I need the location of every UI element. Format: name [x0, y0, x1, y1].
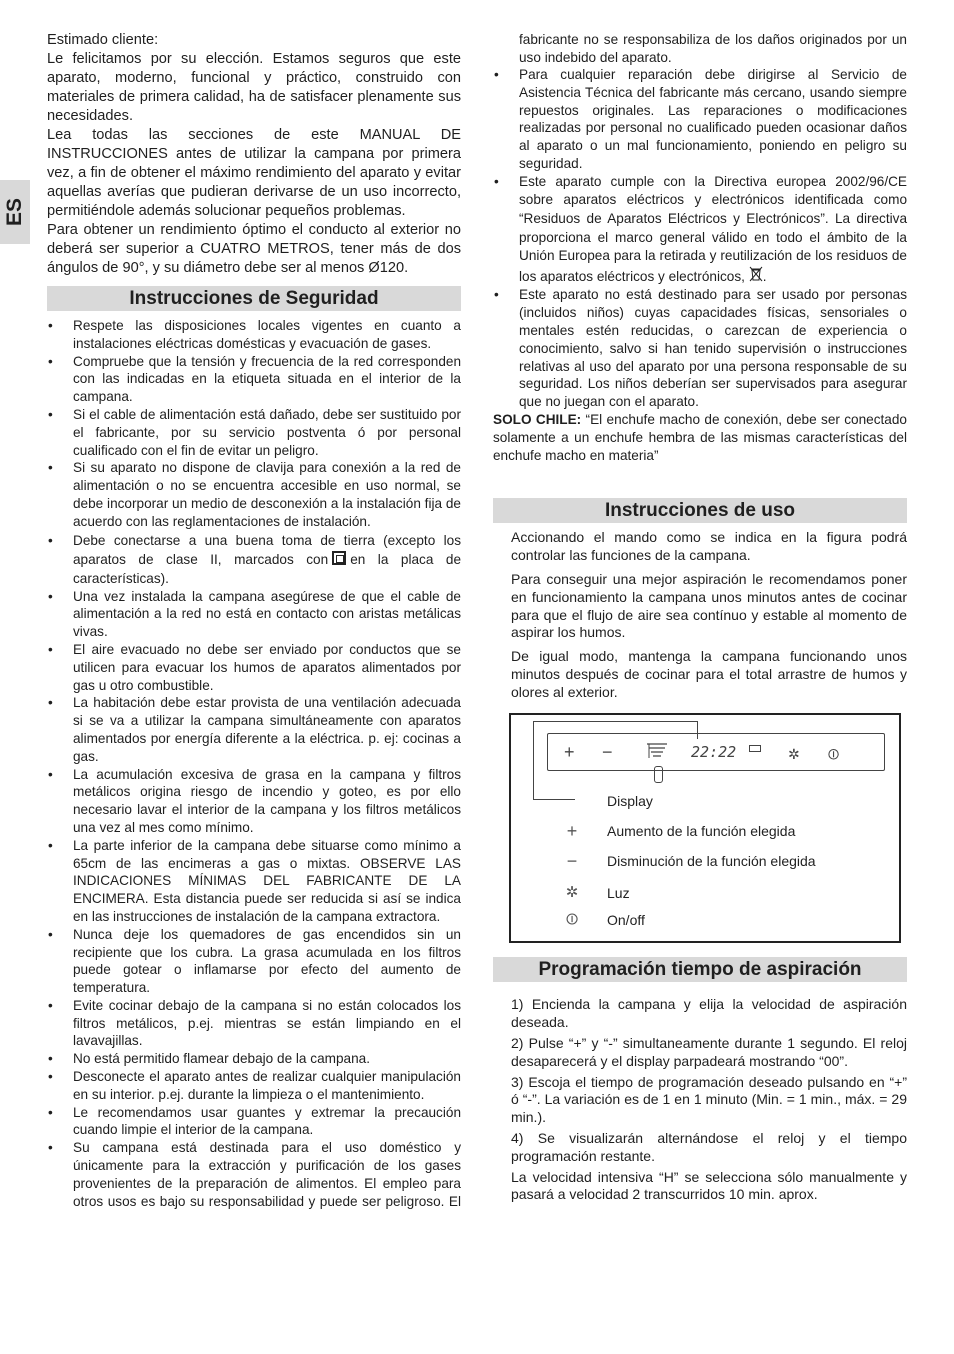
section-title-uso: Instrucciones de uso	[493, 498, 907, 523]
fan-speed-icon	[646, 742, 668, 760]
intro	[47, 31, 461, 278]
solo-chile-label: SOLO CHILE:	[493, 411, 582, 427]
control-panel-figure: + − 22:22 ✲ ⏼ Display + Aumento de la función elegida − Disminución de la función elegida ✲ Luz ⏼ On/off	[509, 713, 901, 943]
filter-icon	[654, 766, 663, 783]
list-item: • Este aparato no está destinado para ser usado por personas (incluidos niños) cuyas capacidades físicas, sensoriales o mentales estén reducidas, o carezcan de experiencia o conocimiento, salvo si han tenido supervisión o instrucciones relativas al uso del aparato por una persona responsable de su seguridad. Los niños deberían ser supervisados para asegurar que no juegan con el aparato.	[494, 287, 907, 410]
intro-paragraph: Para obtener un rendimiento óptimo el conducto al exterior no deberá ser superior a CUATRO METROS, tener más de dos ángulos de 90°, y su diámetro debe ser al menos Ø120.	[47, 222, 461, 276]
power-icon: ⏼	[566, 911, 578, 929]
list-item: • Su campana está destinada para el uso doméstico y únicamente para la extracción y purificación de los gases provenientes de la preparación de alimentos. El empleo para otros usos es bajo su responsabilidad y puede ser peligroso. El	[48, 1140, 461, 1209]
leader-line	[533, 721, 534, 799]
plus-icon: +	[566, 821, 578, 842]
prog-step: 4) Se visualizarán alternándose el reloj y el tiempo programación restante.	[511, 1130, 907, 1164]
list-item: • Evite cocinar debajo de la campana si no están colocados los filtros metálicos, p.ej. mientras se están limpiando en el lavavajillas.	[48, 997, 461, 1049]
list-item: • Le recomendamos usar guantes y extremar la precaución cuando limpie el interior de la campana.	[48, 1104, 461, 1138]
programacion-section	[493, 996, 907, 1204]
list-item: • Una vez instalada la campana asegúrese de que el cable de alimentación a la red no está en contacto con aristas metálicas vivas.	[48, 588, 461, 640]
list-item: • El aire evacuado no debe ser enviado por conductos que se utilicen para evacuar los humos de aparatos alimentados por gas u otro combustible.	[48, 641, 461, 693]
list-item: • La habitación debe estar provista de una ventilación adecuada si se va a utilizar la campana simultáneamente con aparatos alimentados por energía diferente a la eléctrica. p. ej: cocinas a gas.	[48, 695, 461, 764]
uso-paragraph: De igual modo, mantenga la campana funcionando unos minutos después de cocinar para el total arrastre de humos y olores al exterior.	[511, 648, 907, 700]
list-item: • Si el cable de alimentación está dañado, debe ser sustituido por el fabricante, por su servicio postventa ó por personal cualificado con el fin de evitar un peligro.	[48, 406, 461, 458]
control-panel	[547, 733, 885, 771]
prog-step: 1) Encienda la campana y elija la velocidad de aspiración deseada.	[511, 996, 907, 1031]
weee-bin-icon	[749, 266, 763, 287]
left-column	[47, 31, 461, 1210]
right-column	[493, 31, 907, 1207]
uso-section	[493, 529, 907, 701]
language-label: ES	[2, 197, 26, 227]
prog-step: 2) Pulse “+” y “-” simultaneamente durante 1 segundo. El reloj desaparecerá y el display parpadeará mostrando “00”.	[511, 1035, 907, 1069]
display	[646, 740, 762, 764]
list-item: • Si su aparato no dispone de clavija para conexión a la red de alimentación o no se encuentra accesible en uso normal, se debe incorporar un medio de desconexión a la instalación fija de acuerdo con las reglamentaciones de instalación.	[48, 460, 461, 529]
power-icon: ⏼	[828, 746, 840, 763]
display-clock: 22:22	[691, 743, 737, 762]
class-ii-icon	[332, 551, 346, 565]
leader-line	[533, 721, 697, 722]
list-item: • Nunca deje los quemadores de gas encendidos sin un recipiente que los cubra. La grasa acumulada en los filtros puede gotear o inflamarse por efecto del aumento de temperatura.	[48, 926, 461, 996]
minus-icon: −	[602, 742, 613, 763]
plus-icon: +	[564, 742, 575, 763]
solo-chile-text: “El enchufe macho de conexión, debe ser conectado solamente a un enchufe hembra de las mismas características del enchufe macho en materia”	[493, 411, 907, 463]
safety-list-continued	[493, 31, 907, 411]
leader-line	[533, 799, 575, 800]
battery-icon	[749, 745, 761, 752]
list-item: • Para cualquier reparación debe dirigirse al Servicio de Asistencia Técnica del fabricante más cercano, usando siempre repuestos originales. Las reparaciones o modificaciones realizadas por personal no cualificado pueden ocasionar daños al aparato o un mal funcionamiento, poniendo en peligro su seguridad.	[494, 67, 907, 171]
intro-paragraph: Lea todas las secciones de este MANUAL DE INSTRUCCIONES antes de utilizar la campana por primera vez, a fin de obtener el máximo rendimiento del aparato y evitar aquellas averías que pudieran derivarse de un uso incorrecto, permitiéndole además solucionar pequeños problemas.	[47, 127, 461, 219]
solo-chile-note	[493, 411, 907, 464]
list-item: • Respete las disposiciones locales vigentes en cuanto a instalaciones eléctricas domésticas y evacuación de gases.	[48, 318, 461, 351]
list-item: • Este aparato cumple con la Directiva europea 2002/96/CE sobre aparatos eléctricos y electrónicos identificada como “Residuos de Aparatos Eléctricos y Electrónicos”. La directiva proporciona el marco general válido en todo el ámbito de la Unión Europea para la retirada y reutilización de los residuos de los aparatos eléctricos y electrónicos, .	[493, 173, 907, 287]
language-tab	[0, 180, 30, 244]
safety-list	[47, 317, 461, 1210]
section-title-seguridad: Instrucciones de Seguridad	[47, 286, 461, 311]
list-item: • Compruebe que la tensión y frecuencia de la red corresponden con las indicadas en la etiqueta situada en el interior de la campana.	[48, 353, 461, 405]
list-item: • Debe conectarse a una buena toma de tierra (excepto los aparatos de clase II, marcados con en la placa de características).	[48, 532, 461, 586]
list-item: • No está permitido flamear debajo de la campana.	[48, 1051, 370, 1067]
list-item-continued: fabricante no se responsabiliza de los daños originados por un uso indebido del aparato.	[519, 32, 907, 65]
light-icon: ✲	[788, 746, 800, 763]
list-item: • Desconecte el aparato antes de realizar cualquier manipulación en su interior. p.ej. durante la limpieza o el mantenimiento.	[48, 1069, 461, 1102]
uso-paragraph: Accionando el mando como se indica en la figura podrá controlar las funciones de la campana.	[511, 529, 907, 564]
prog-step: La velocidad intensiva “H” se selecciona sólo manualmente y pasará a velocidad 2 transcurridos 10 min. aprox.	[511, 1168, 907, 1203]
minus-icon: −	[566, 851, 578, 872]
uso-paragraph: Para conseguir una mejor aspiración le recomendamos poner en funcionamiento la campana unos minutos antes de cocinar para que el flujo de aire sea contínuo y estable al momento de aspirar los humos.	[511, 570, 907, 641]
prog-step: 3) Escoja el tiempo de programación deseado pulsando en “+” ó “-”. La variación es de 1 en 1 minuto (Min. = 1 min., máx. = 29 min.).	[511, 1073, 907, 1126]
light-icon: ✲	[565, 884, 579, 902]
section-title-programacion: Programación tiempo de aspiración	[493, 957, 907, 982]
intro-paragraph: Le felicitamos por su elección. Estamos seguros que este aparato, moderno, funcional y práctico, construido con materiales de primera calidad, ha de satisfacer plenamente sus necesidades.	[47, 51, 461, 124]
intro-greeting: Estimado cliente:	[47, 32, 159, 48]
list-item: • La parte inferior de la campana debe situarse como mínimo a 65cm de las encimeras a gas o mixtas. OBSERVE LAS INDICACIONES MÍNIMAS DEL FABRICANTE DE LA ENCIMERA. Esta distancia puede ser reducida si así se indica en las instrucciones de instalación de la campana extractora.	[48, 837, 461, 924]
list-item: • La acumulación excesiva de grasa en la campana y filtros metálicos origina riesgo de incendio y goteo, es por ello necesario lavar el interior de la campana y los filtros metálicos una vez al mes como mínimo.	[48, 766, 461, 835]
